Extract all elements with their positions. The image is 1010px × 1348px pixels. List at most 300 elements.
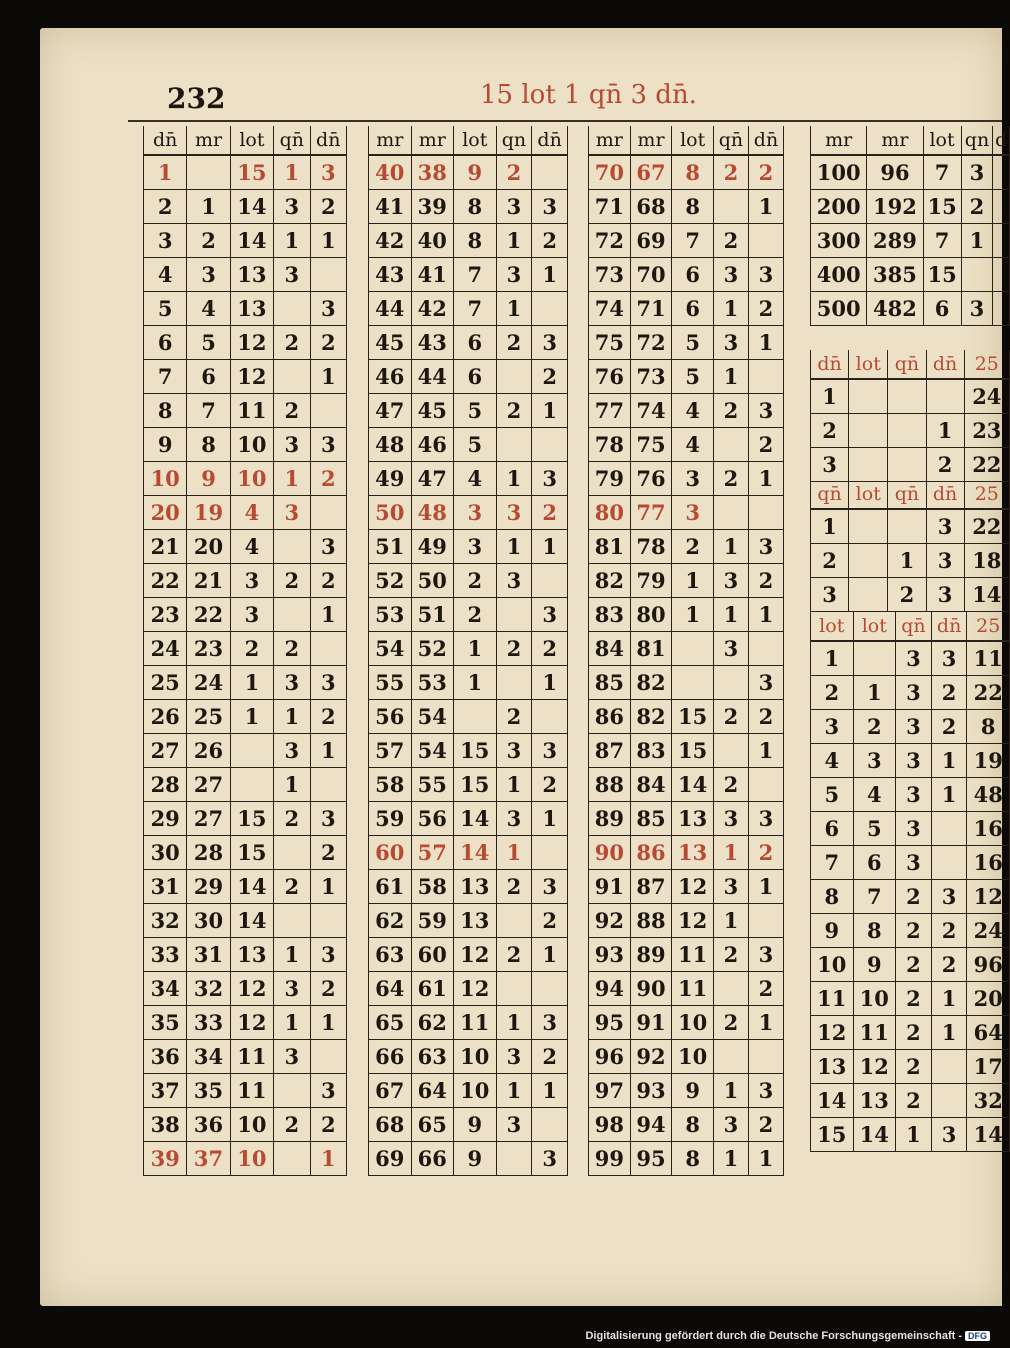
table-cell: 2	[454, 598, 497, 632]
table-cell: 13	[454, 904, 497, 938]
table-cell: 21	[187, 564, 230, 598]
column-header: lot	[849, 350, 888, 379]
table-header-row	[811, 126, 1010, 155]
table-cell: 2	[532, 1040, 568, 1074]
table-cell: 77	[630, 496, 672, 530]
table-cell	[849, 379, 888, 414]
table-cell	[849, 578, 888, 612]
table-cell: 3	[713, 632, 748, 666]
table-cell	[993, 258, 1010, 292]
table-cell: 4	[230, 530, 273, 564]
table-cell: 22	[187, 598, 230, 632]
table-cell: 3	[532, 598, 568, 632]
table-cell: 2	[274, 1108, 310, 1142]
table-cell: 79	[589, 462, 631, 496]
table-cell: 49	[369, 462, 412, 496]
table-cell: 4	[811, 744, 854, 778]
footer-credit	[0, 1330, 990, 1342]
table-cell	[748, 360, 783, 394]
table-cell: 3	[896, 744, 932, 778]
table-cell	[748, 768, 783, 802]
table-cell: 1	[310, 870, 346, 904]
table-cell: 31	[144, 870, 187, 904]
table-header-row	[811, 480, 1010, 509]
table-cell: 13	[230, 938, 273, 972]
table-row	[589, 1074, 784, 1108]
table-cell: 15	[811, 1118, 854, 1152]
table-cell: 7	[144, 360, 187, 394]
table-cell	[672, 632, 714, 666]
table-row	[369, 1074, 568, 1108]
table-cell: 13	[230, 258, 273, 292]
table-cell: 192	[867, 190, 923, 224]
table-row	[369, 632, 568, 666]
table-cell: 11	[230, 1040, 273, 1074]
table-cell: 1	[532, 394, 568, 428]
table-cell: 1	[961, 224, 993, 258]
table-cell: 2	[496, 870, 532, 904]
table-cell: 2	[274, 564, 310, 598]
table-cell: 8	[187, 428, 230, 462]
table-cell	[310, 904, 346, 938]
table-cell: 3	[496, 190, 532, 224]
table-row	[369, 870, 568, 904]
table-cell: 76	[589, 360, 631, 394]
table-row	[811, 258, 1010, 292]
table-cell: 11	[672, 938, 714, 972]
table-cell: 17	[967, 1050, 1010, 1084]
table-cell: 1	[811, 509, 849, 544]
table-cell: 37	[187, 1142, 230, 1176]
dfg-logo: DFG	[965, 1331, 990, 1341]
table-cell: 14	[672, 768, 714, 802]
table-row	[144, 258, 347, 292]
table-cell: 2	[532, 632, 568, 666]
table-cell: 85	[630, 802, 672, 836]
table-cell: 5	[187, 326, 230, 360]
table-row	[589, 1142, 784, 1176]
table-row	[144, 462, 347, 496]
table-cell: 3	[310, 1074, 346, 1108]
table-cell: 1	[274, 1006, 310, 1040]
table-cell: 16	[967, 846, 1010, 880]
table-cell: 1	[532, 1074, 568, 1108]
table-cell: 18	[964, 544, 1009, 578]
table-cell: 482	[867, 292, 923, 326]
table-cell: 8	[672, 155, 714, 190]
table-cell: 8	[811, 880, 854, 914]
table-cell: 20	[967, 982, 1010, 1016]
table-row	[589, 428, 784, 462]
table-row	[589, 190, 784, 224]
table-cell: 2	[931, 710, 967, 744]
table-cell: 25	[187, 700, 230, 734]
table-cell: 3	[896, 812, 932, 846]
table-cell: 74	[589, 292, 631, 326]
table-cell: 92	[589, 904, 631, 938]
table-cell: 8	[144, 394, 187, 428]
table-cell	[310, 768, 346, 802]
table-cell: 2	[532, 224, 568, 258]
table-cell: 400	[811, 258, 867, 292]
table-cell: 19	[187, 496, 230, 530]
table-cell: 3	[713, 326, 748, 360]
table-cell: 84	[589, 632, 631, 666]
table-cell: 2	[274, 802, 310, 836]
table-row	[811, 982, 1010, 1016]
table-row	[811, 744, 1010, 778]
table-cell: 32	[187, 972, 230, 1006]
table-cell: 2	[496, 938, 532, 972]
table-cell: 34	[187, 1040, 230, 1074]
table-cell: 83	[589, 598, 631, 632]
table-cell: 4	[187, 292, 230, 326]
table-cell: 85	[589, 666, 631, 700]
table-cell: 72	[630, 326, 672, 360]
table-row	[589, 224, 784, 258]
table-cell: 2	[310, 836, 346, 870]
table-cell: 15	[672, 700, 714, 734]
table-cell: 2	[496, 326, 532, 360]
table-cell: 61	[411, 972, 454, 1006]
table-cell	[496, 1142, 532, 1176]
table-cell: 88	[630, 904, 672, 938]
table-cell: 3	[532, 1006, 568, 1040]
table-cell: 1	[274, 700, 310, 734]
table-cell: 14	[230, 870, 273, 904]
table-cell	[713, 734, 748, 768]
table-cell: 1	[931, 982, 967, 1016]
table-cell	[713, 428, 748, 462]
table-cell: 1	[496, 292, 532, 326]
table-cell: 27	[187, 802, 230, 836]
table-cell: 28	[144, 768, 187, 802]
table-cell: 1	[532, 938, 568, 972]
table-cell: 44	[411, 360, 454, 394]
table-row	[144, 598, 347, 632]
column-header: qn̄	[896, 612, 932, 641]
table-cell: 1	[496, 1006, 532, 1040]
table-cell: 10	[230, 1142, 273, 1176]
table-cell	[748, 1040, 783, 1074]
table-cell: 78	[589, 428, 631, 462]
table-row	[369, 666, 568, 700]
table-row	[589, 802, 784, 836]
table-cell: 7	[454, 258, 497, 292]
table-cell: 11	[811, 982, 854, 1016]
table-cell: 3	[748, 802, 783, 836]
table-cell	[849, 509, 888, 544]
table-cell: 12	[230, 972, 273, 1006]
table-cell: 86	[589, 700, 631, 734]
table-cell: 7	[454, 292, 497, 326]
table-cell: 13	[230, 292, 273, 326]
table-cell: 1	[310, 1142, 346, 1176]
table-cell: 200	[811, 190, 867, 224]
table-cell: 93	[589, 938, 631, 972]
table-cell	[310, 496, 346, 530]
table-cell: 1	[811, 641, 854, 676]
table-cell: 3	[931, 641, 967, 676]
table-cell: 3	[454, 496, 497, 530]
table-row	[589, 972, 784, 1006]
table-row	[369, 326, 568, 360]
table-cell: 80	[630, 598, 672, 632]
table-cell: 24	[967, 914, 1010, 948]
table-cell: 1	[532, 666, 568, 700]
table-cell: 3	[748, 530, 783, 564]
table-cell: 8	[672, 1142, 714, 1176]
table-cell: 13	[811, 1050, 854, 1084]
table-cell: 2	[748, 292, 783, 326]
column-header: 25	[964, 350, 1009, 379]
table-row	[369, 496, 568, 530]
table-cell	[187, 155, 230, 190]
table-row	[369, 768, 568, 802]
table-row	[144, 1142, 347, 1176]
column-header: qn	[961, 126, 993, 155]
table-cell: 75	[589, 326, 631, 360]
table-cell: 99	[589, 1142, 631, 1176]
table-cell: 3	[187, 258, 230, 292]
table-row	[144, 666, 347, 700]
table-row	[144, 190, 347, 224]
table-cell: 9	[853, 948, 896, 982]
table-cell: 35	[187, 1074, 230, 1108]
table-cell	[532, 972, 568, 1006]
table-cell: 2	[713, 394, 748, 428]
table-cell: 3	[274, 190, 310, 224]
table-cell: 3	[931, 1118, 967, 1152]
table-row	[589, 598, 784, 632]
table-cell: 11	[672, 972, 714, 1006]
column-header: mr	[811, 126, 867, 155]
table-cell: 2	[748, 700, 783, 734]
table-row	[369, 190, 568, 224]
table-cell: 1	[310, 224, 346, 258]
table-cell: 289	[867, 224, 923, 258]
table-cell: 14	[811, 1084, 854, 1118]
table-header-row	[369, 126, 568, 155]
table-cell	[672, 666, 714, 700]
table-cell: 46	[411, 428, 454, 462]
table-cell: 97	[589, 1074, 631, 1108]
table-cell	[713, 1040, 748, 1074]
table-cell: 87	[630, 870, 672, 904]
table-cell: 34	[144, 972, 187, 1006]
table-cell	[993, 155, 1010, 190]
table-cell: 3	[274, 1040, 310, 1074]
table-cell: 1	[931, 778, 967, 812]
table-cell: 81	[630, 632, 672, 666]
table-cell: 19	[967, 744, 1010, 778]
table-cell: 74	[630, 394, 672, 428]
table-row	[811, 448, 1010, 482]
table-cell: 3	[811, 578, 849, 612]
table-row	[369, 1006, 568, 1040]
table-row	[144, 1108, 347, 1142]
table-cell: 3	[496, 258, 532, 292]
column-header: qn̄	[713, 126, 748, 155]
table-cell: 7	[187, 394, 230, 428]
table-cell: 71	[630, 292, 672, 326]
table-cell: 1	[187, 190, 230, 224]
table-cell: 44	[369, 292, 412, 326]
table-cell: 9	[454, 1142, 497, 1176]
column-header: mr	[630, 126, 672, 155]
table-cell: 8	[672, 190, 714, 224]
table-row	[589, 394, 784, 428]
table-cell: 2	[748, 1108, 783, 1142]
table-row	[144, 292, 347, 326]
table-cell: 79	[630, 564, 672, 598]
table-cell: 61	[369, 870, 412, 904]
table-row	[369, 1108, 568, 1142]
table-cell: 3	[310, 802, 346, 836]
table-cell: 4	[144, 258, 187, 292]
table-cell: 15	[230, 802, 273, 836]
table-cell: 22	[964, 448, 1009, 482]
table-cell: 3	[811, 710, 854, 744]
table-cell: 41	[411, 258, 454, 292]
table-row	[811, 379, 1010, 414]
table-cell: 82	[630, 700, 672, 734]
table-cell: 67	[630, 155, 672, 190]
table-cell: 3	[496, 564, 532, 598]
table-row	[589, 258, 784, 292]
table-cell: 10	[144, 462, 187, 496]
table-cell: 20	[187, 530, 230, 564]
table-cell	[274, 1142, 310, 1176]
table-cell: 10	[811, 948, 854, 982]
table-cell: 68	[630, 190, 672, 224]
table-cell: 68	[369, 1108, 412, 1142]
table-cell: 45	[411, 394, 454, 428]
table-cell: 13	[454, 870, 497, 904]
table-cell: 1	[532, 258, 568, 292]
header-rule	[128, 120, 1002, 122]
table-row	[144, 836, 347, 870]
table-cell	[274, 1074, 310, 1108]
table-cell: 35	[144, 1006, 187, 1040]
table-cell: 31	[187, 938, 230, 972]
table-cell: 6	[454, 326, 497, 360]
table-cell	[496, 428, 532, 462]
table-cell: 12	[967, 880, 1010, 914]
table-cell: 1	[896, 1118, 932, 1152]
table-cell	[496, 666, 532, 700]
column-header: 25	[964, 480, 1009, 509]
table-cell: 15	[454, 768, 497, 802]
page-number: 232	[167, 82, 226, 115]
table-cell: 1	[532, 802, 568, 836]
table-cell: 8	[672, 1108, 714, 1142]
table-cell	[931, 1050, 967, 1084]
table-cell: 2	[748, 155, 783, 190]
table-cell: 1	[713, 292, 748, 326]
table-cell: 1	[672, 598, 714, 632]
column-header: lot	[923, 126, 961, 155]
table-cell: 3	[896, 778, 932, 812]
table-cell: 36	[144, 1040, 187, 1074]
table-cell: 77	[589, 394, 631, 428]
table-row	[144, 768, 347, 802]
table-cell: 12	[230, 326, 273, 360]
table-row	[589, 938, 784, 972]
table-cell: 38	[411, 155, 454, 190]
table-cell	[532, 836, 568, 870]
table-cell: 2	[853, 710, 896, 744]
column-header: dn̄	[926, 350, 964, 379]
table-cell: 24	[964, 379, 1009, 414]
table-cell: 14	[454, 836, 497, 870]
table-cell: 3	[748, 666, 783, 700]
table-cell: 36	[187, 1108, 230, 1142]
table-cell: 1	[713, 904, 748, 938]
table-cell: 2	[713, 768, 748, 802]
table-cell: 58	[411, 870, 454, 904]
table-row	[369, 734, 568, 768]
table-cell: 24	[144, 632, 187, 666]
table-cell: 5	[811, 778, 854, 812]
table-cell	[849, 544, 888, 578]
table-cell: 2	[713, 462, 748, 496]
table-cell	[713, 666, 748, 700]
table-cell: 12	[672, 870, 714, 904]
table-cell: 3	[748, 1074, 783, 1108]
table-row	[144, 394, 347, 428]
table-cell: 57	[411, 836, 454, 870]
table-row	[811, 846, 1010, 880]
table-header-row	[144, 126, 347, 155]
table-cell: 3	[310, 428, 346, 462]
table-cell: 30	[144, 836, 187, 870]
table-cell: 1	[496, 224, 532, 258]
table-cell: 3	[496, 1040, 532, 1074]
table-cell: 15	[230, 836, 273, 870]
table-cell: 73	[630, 360, 672, 394]
table-cell: 7	[923, 155, 961, 190]
table-cell: 93	[630, 1074, 672, 1108]
table-row	[144, 1040, 347, 1074]
table-row	[811, 1050, 1010, 1084]
table-row	[811, 948, 1010, 982]
table-cell: 41	[369, 190, 412, 224]
table-row	[589, 496, 784, 530]
table-cell: 48	[411, 496, 454, 530]
table-cell: 7	[853, 880, 896, 914]
table-row	[811, 509, 1010, 544]
table-cell: 2	[713, 938, 748, 972]
table-cell: 48	[369, 428, 412, 462]
table-cell: 2	[496, 394, 532, 428]
table-cell: 94	[630, 1108, 672, 1142]
table-cell: 30	[187, 904, 230, 938]
table-cell: 2	[144, 190, 187, 224]
table-cell: 64	[369, 972, 412, 1006]
table-cell: 63	[411, 1040, 454, 1074]
table-cell: 3	[496, 802, 532, 836]
table-cell: 3	[532, 734, 568, 768]
table-cell: 14	[964, 578, 1009, 612]
table-cell: 1	[672, 564, 714, 598]
table-cell: 4	[454, 462, 497, 496]
table-cell	[888, 448, 926, 482]
table-cell: 23	[144, 598, 187, 632]
table-cell	[926, 379, 964, 414]
table-cell: 1	[310, 734, 346, 768]
table-header-row	[589, 126, 784, 155]
